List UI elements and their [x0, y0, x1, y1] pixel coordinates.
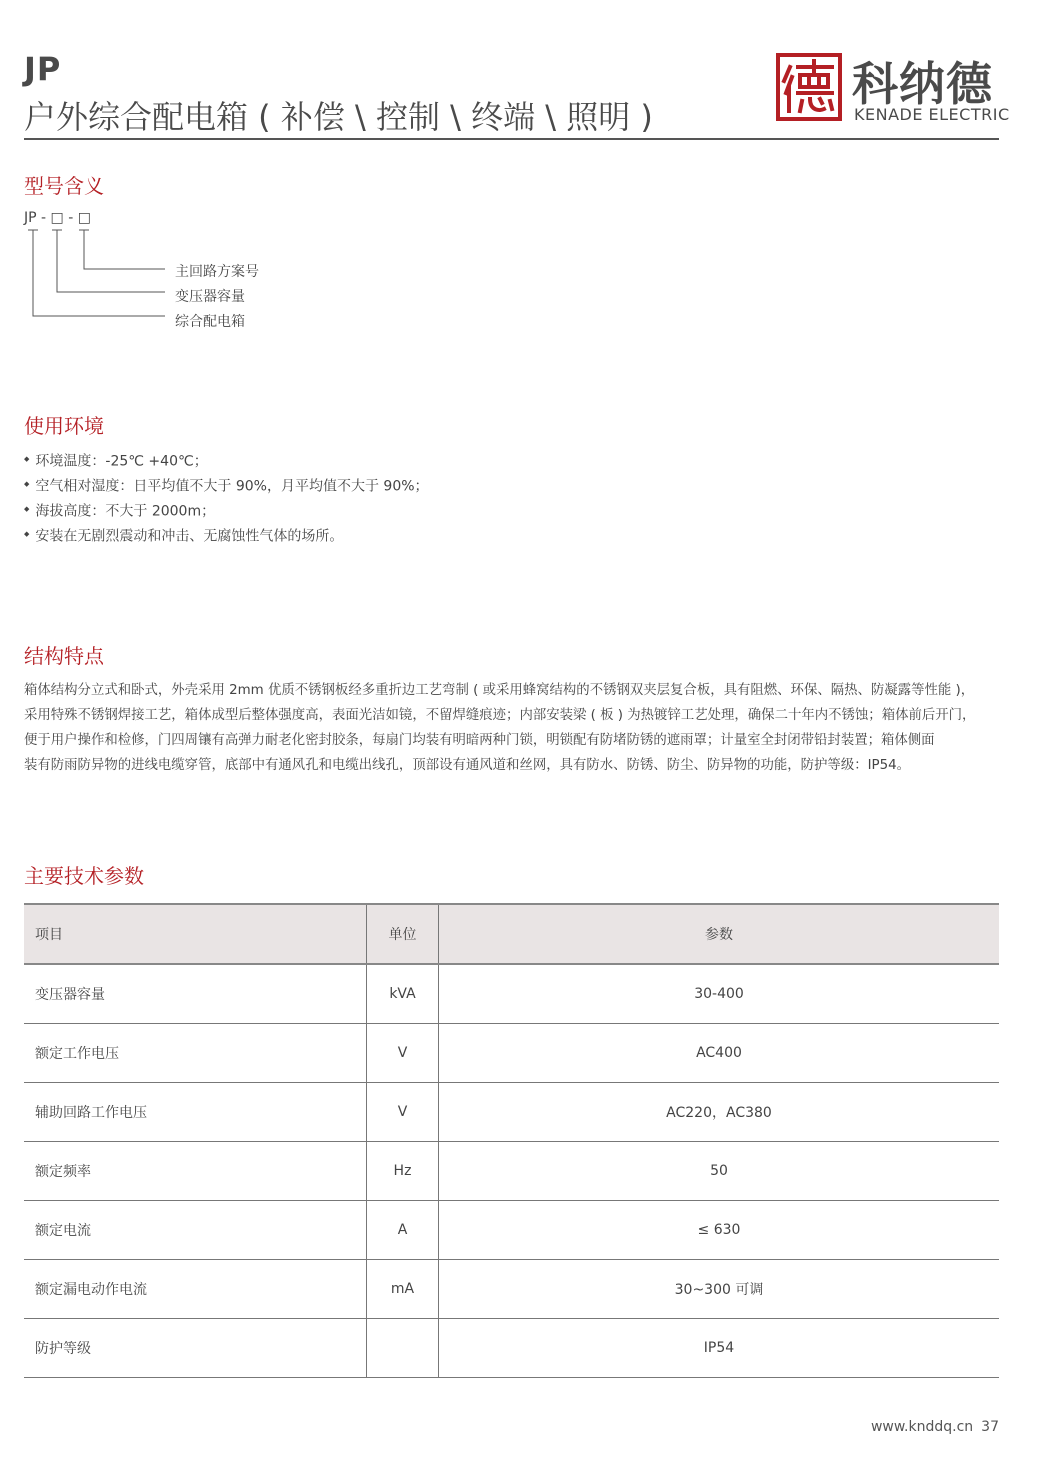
table-row: [24, 1142, 999, 1201]
model-bracket-lines: [0, 0, 300, 340]
environment-item: ◆ 安装在无剧烈震动和冲击、无腐蚀性气体的场所。: [24, 524, 429, 549]
spec-table: [24, 903, 999, 1378]
paragraph-line: 箱体结构分立式和卧式，外壳采用 2mm 优质不锈钢板经多重折边工艺弯制 ( 或采用蜂窝结构的不锈钢双夹层复合板，具有阻燃、环保、隔热、防凝露等性能 )，: [24, 683, 975, 698]
section-title-structure: 结构特点: [24, 644, 104, 668]
seal-glyph-icon: [776, 53, 842, 121]
product-code: JP: [24, 50, 62, 88]
model-label-box: 综合配电箱: [175, 314, 245, 330]
cell-item: 额定频率: [24, 1142, 367, 1201]
cell-value: ≤ 630: [439, 1201, 1000, 1260]
page-title: 户外综合配电箱 ( 补偿 \ 控制 \ 终端 \ 照明 ): [24, 98, 653, 136]
cell-value: 50: [439, 1142, 1000, 1201]
model-code-pattern: JP - □ - □: [24, 210, 91, 226]
environment-item: ◆ 空气相对湿度：日平均值不大于 90%，月平均值不大于 90%；: [24, 474, 429, 499]
environment-item: ◆ 海拔高度：不大于 2000m；: [24, 499, 429, 524]
brand-subtitle: KENADE ELECTRIC: [854, 105, 1010, 124]
cell-unit: mA: [367, 1260, 439, 1319]
cell-item: 辅助回路工作电压: [24, 1083, 367, 1142]
cell-unit: V: [367, 1024, 439, 1083]
cell-unit: Hz: [367, 1142, 439, 1201]
model-label-main-circuit: 主回路方案号: [175, 264, 259, 280]
cell-value: 30-400: [439, 964, 1000, 1024]
brand-seal-logo: [776, 53, 842, 121]
cell-value: 30~300 可调: [439, 1260, 1000, 1319]
table-row: [24, 1260, 999, 1319]
cell-unit: A: [367, 1201, 439, 1260]
table-row: [24, 1319, 999, 1378]
environment-list: [24, 449, 429, 549]
column-header-unit: 单位: [367, 904, 439, 964]
table-header-row: [24, 904, 999, 964]
cell-unit: kVA: [367, 964, 439, 1024]
section-title-model: 型号含义: [24, 174, 104, 198]
cell-unit: V: [367, 1083, 439, 1142]
footer-website: www.knddq.cn: [870, 1419, 974, 1435]
section-title-environment: 使用环境: [24, 414, 104, 438]
paragraph-line: 便于用户操作和检修，门四周镶有高弹力耐老化密封胶条，每扇门均装有明暗两种门锁，明锁配有防堵防锈的遮雨罩；计量室全封闭带铅封装置；箱体侧面: [24, 733, 935, 748]
cell-item: 额定电流: [24, 1201, 367, 1260]
cell-item: 额定工作电压: [24, 1024, 367, 1083]
column-header-item: 项目: [24, 904, 367, 964]
page-number: 37: [981, 1419, 999, 1435]
table-row: [24, 964, 999, 1024]
model-label-transformer: 变压器容量: [175, 289, 245, 305]
brand-name: 科纳德: [852, 57, 993, 111]
cell-value: IP54: [439, 1319, 1000, 1378]
structure-paragraph: [24, 678, 1004, 778]
cell-item: 防护等级: [24, 1319, 367, 1378]
table-row: [24, 1083, 999, 1142]
table-row: [24, 1024, 999, 1083]
cell-value: AC220，AC380: [439, 1083, 1000, 1142]
section-title-specs: 主要技术参数: [24, 864, 144, 888]
table-row: [24, 1201, 999, 1260]
cell-item: 额定漏电动作电流: [24, 1260, 367, 1319]
cell-item: 变压器容量: [24, 964, 367, 1024]
environment-item: ◆ 环境温度：-25℃ +40℃；: [24, 449, 429, 474]
cell-unit: [367, 1319, 439, 1378]
page-footer: [871, 1419, 999, 1435]
paragraph-line: 采用特殊不锈钢焊接工艺，箱体成型后整体强度高，表面光洁如镜，不留焊缝痕迹；内部安装梁 ( 板 ) 为热镀锌工艺处理，确保二十年内不锈蚀；箱体前后开门，: [24, 708, 976, 723]
paragraph-line: 装有防雨防异物的进线电缆穿管，底部中有通风孔和电缆出线孔，顶部设有通风道和丝网，具有防水、防锈、防尘、防异物的功能，防护等级：IP54。: [24, 758, 911, 773]
column-header-value: 参数: [439, 904, 1000, 964]
cell-value: AC400: [439, 1024, 1000, 1083]
